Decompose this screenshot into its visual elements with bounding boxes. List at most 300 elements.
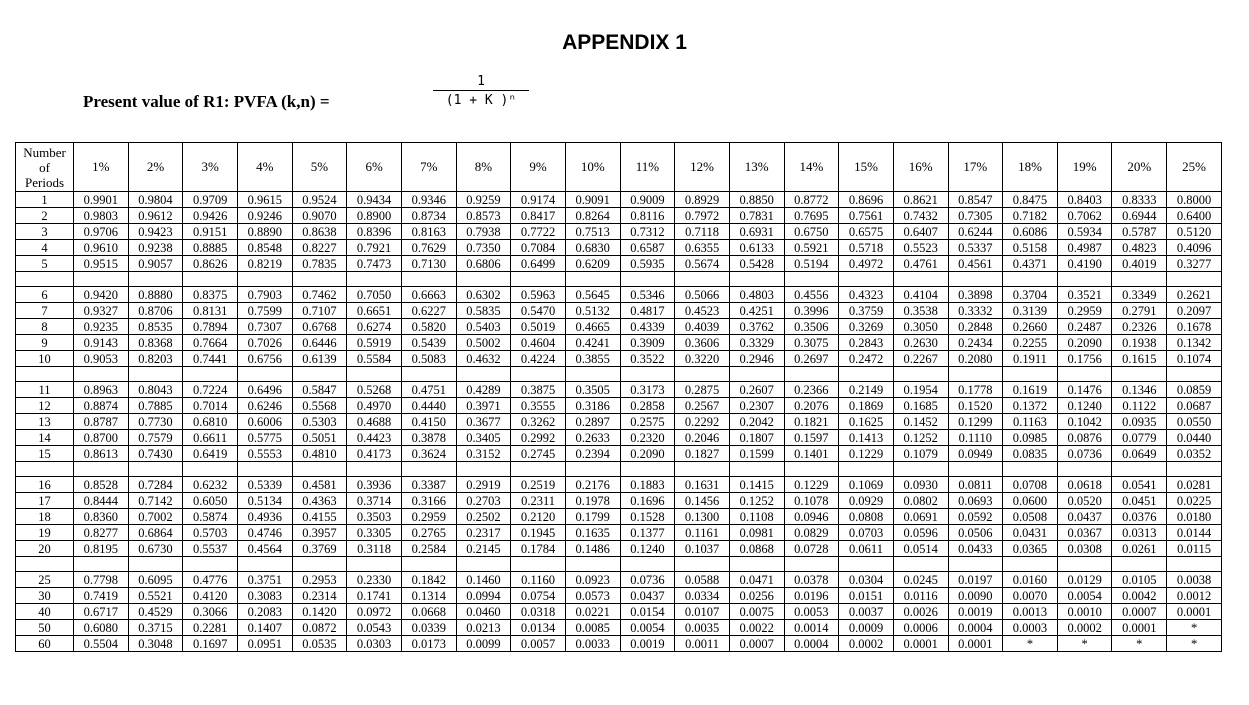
factor-cell: 0.0508 — [1003, 509, 1058, 525]
factor-cell: 0.1252 — [729, 493, 784, 509]
factor-cell: 0.7419 — [74, 588, 129, 604]
factor-cell: 0.1741 — [347, 588, 402, 604]
factor-cell: 0.1037 — [675, 541, 730, 557]
period-cell: 10 — [16, 351, 74, 367]
factor-cell: 0.0197 — [948, 572, 1003, 588]
period-cell: 2 — [16, 208, 74, 224]
factor-cell: 0.7284 — [128, 477, 183, 493]
factor-cell: 0.1240 — [1057, 398, 1112, 414]
factor-cell: 0.0334 — [675, 588, 730, 604]
factor-cell: 0.3387 — [401, 477, 456, 493]
factor-cell: 0.4751 — [401, 382, 456, 398]
rate-header: 14% — [784, 143, 839, 192]
factor-cell: 0.8963 — [74, 382, 129, 398]
factor-cell: 0.2858 — [620, 398, 675, 414]
factor-cell: 0.8880 — [128, 287, 183, 303]
factor-cell: 0.4155 — [292, 509, 347, 525]
factor-cell: 0.1401 — [784, 446, 839, 462]
factor-cell: 0.2959 — [1057, 303, 1112, 319]
factor-cell: 0.3715 — [128, 620, 183, 636]
factor-cell: 0.3083 — [237, 588, 292, 604]
factor-cell: 0.0057 — [511, 636, 566, 652]
factor-cell: 0.3606 — [675, 335, 730, 351]
factor-cell: 0.0313 — [1112, 525, 1167, 541]
factor-cell: 0.4363 — [292, 493, 347, 509]
factor-cell: 0.0868 — [729, 541, 784, 557]
factor-cell: 0.3506 — [784, 319, 839, 335]
factor-cell: 0.0596 — [893, 525, 948, 541]
factor-cell: 0.0001 — [948, 636, 1003, 652]
factor-cell: 0.6806 — [456, 256, 511, 272]
factor-cell: 0.0033 — [565, 636, 620, 652]
factor-cell: 0.8700 — [74, 430, 129, 446]
factor-cell: 0.0035 — [675, 620, 730, 636]
factor-cell: 0.5470 — [511, 303, 566, 319]
factor-cell: 0.5934 — [1057, 224, 1112, 240]
factor-cell: 0.6407 — [893, 224, 948, 240]
rate-header: 8% — [456, 143, 511, 192]
factor-cell: 0.3855 — [565, 351, 620, 367]
factor-cell: 0.2314 — [292, 588, 347, 604]
factor-cell: 0.4936 — [237, 509, 292, 525]
rate-header: 25% — [1167, 143, 1222, 192]
factor-cell: 0.0451 — [1112, 493, 1167, 509]
factor-cell: 0.5194 — [784, 256, 839, 272]
factor-cell: 0.0160 — [1003, 572, 1058, 588]
factor-cell: 0.0014 — [784, 620, 839, 636]
factor-cell: 0.1342 — [1167, 335, 1222, 351]
rate-header: 16% — [893, 143, 948, 192]
factor-cell: * — [1112, 636, 1167, 652]
factor-cell: 0.3186 — [565, 398, 620, 414]
factor-cell: 0.0134 — [511, 620, 566, 636]
factor-cell: 0.0019 — [620, 636, 675, 652]
factor-cell: 0.1756 — [1057, 351, 1112, 367]
factor-cell: 0.5120 — [1167, 224, 1222, 240]
factor-cell: 0.3503 — [347, 509, 402, 525]
factor-cell: 0.7599 — [237, 303, 292, 319]
factor-cell: 0.5268 — [347, 382, 402, 398]
factor-cell: 0.0949 — [948, 446, 1003, 462]
factor-cell: 0.0520 — [1057, 493, 1112, 509]
factor-cell: 0.0304 — [839, 572, 894, 588]
factor-cell: 0.7182 — [1003, 208, 1058, 224]
factor-cell: 0.8706 — [128, 303, 183, 319]
factor-cell: 0.0013 — [1003, 604, 1058, 620]
factor-cell: 0.3971 — [456, 398, 511, 414]
factor-cell: 0.1807 — [729, 430, 784, 446]
factor-cell: 0.8573 — [456, 208, 511, 224]
factor-cell: 0.6139 — [292, 351, 347, 367]
factor-cell: 0.4173 — [347, 446, 402, 462]
factor-cell: 0.3538 — [893, 303, 948, 319]
factor-cell: 0.3050 — [893, 319, 948, 335]
period-cell: 19 — [16, 525, 74, 541]
period-cell: 20 — [16, 541, 74, 557]
factor-cell: 0.3329 — [729, 335, 784, 351]
factor-cell: 0.0981 — [729, 525, 784, 541]
factor-cell: 0.7894 — [183, 319, 238, 335]
factor-cell: 0.2149 — [839, 382, 894, 398]
factor-cell: 0.8885 — [183, 240, 238, 256]
factor-cell: 0.6080 — [74, 620, 129, 636]
factor-cell: 0.6244 — [948, 224, 1003, 240]
factor-cell: 0.2120 — [511, 509, 566, 525]
factor-cell: 0.7224 — [183, 382, 238, 398]
factor-cell: 0.2875 — [675, 382, 730, 398]
factor-cell: 0.6400 — [1167, 208, 1222, 224]
factor-cell: 0.0006 — [893, 620, 948, 636]
factor-cell: 0.8000 — [1167, 192, 1222, 208]
factor-cell: 0.9524 — [292, 192, 347, 208]
factor-cell: 0.4817 — [620, 303, 675, 319]
factor-cell: 0.0115 — [1167, 541, 1222, 557]
factor-cell: 0.1631 — [675, 477, 730, 493]
factor-cell: 0.0588 — [675, 572, 730, 588]
rate-header: 7% — [401, 143, 456, 192]
factor-cell: 0.8900 — [347, 208, 402, 224]
factor-cell: 0.7513 — [565, 224, 620, 240]
factor-cell: 0.0180 — [1167, 509, 1222, 525]
factor-cell: 0.8219 — [237, 256, 292, 272]
factor-cell: 0.6663 — [401, 287, 456, 303]
factor-cell: 0.6274 — [347, 319, 402, 335]
factor-cell: * — [1167, 620, 1222, 636]
factor-cell: 0.2607 — [729, 382, 784, 398]
factor-cell: 0.3714 — [347, 493, 402, 509]
factor-cell: 0.6006 — [237, 414, 292, 430]
factor-cell: 0.0007 — [1112, 604, 1167, 620]
rate-header: 15% — [839, 143, 894, 192]
header-periods-line: of — [39, 159, 50, 175]
factor-cell: 0.2843 — [839, 335, 894, 351]
factor-cell: 0.0431 — [1003, 525, 1058, 541]
factor-cell: 0.5002 — [456, 335, 511, 351]
period-cell: 11 — [16, 382, 74, 398]
factor-cell: 0.7462 — [292, 287, 347, 303]
period-cell: 5 — [16, 256, 74, 272]
table-row — [16, 287, 1222, 303]
factor-cell: 0.0876 — [1057, 430, 1112, 446]
factor-cell: 0.9346 — [401, 192, 456, 208]
factor-cell: 0.0352 — [1167, 446, 1222, 462]
factor-cell: 0.0022 — [729, 620, 784, 636]
rate-header: 4% — [237, 143, 292, 192]
factor-cell: 0.8638 — [292, 224, 347, 240]
factor-cell: 0.5645 — [565, 287, 620, 303]
factor-cell: 0.5439 — [401, 335, 456, 351]
factor-cell: 0.5523 — [893, 240, 948, 256]
factor-cell: 0.2848 — [948, 319, 1003, 335]
factor-cell: 0.2953 — [292, 572, 347, 588]
factor-cell: 0.8613 — [74, 446, 129, 462]
period-cell: 12 — [16, 398, 74, 414]
factor-cell: 0.4440 — [401, 398, 456, 414]
factor-cell: 0.1799 — [565, 509, 620, 525]
factor-cell: 0.1377 — [620, 525, 675, 541]
factor-cell: 0.8772 — [784, 192, 839, 208]
factor-cell: 0.2946 — [729, 351, 784, 367]
formula-numerator: 1 — [477, 74, 485, 89]
factor-cell: 0.0872 — [292, 620, 347, 636]
factor-cell: 0.9070 — [292, 208, 347, 224]
factor-cell: 0.2487 — [1057, 319, 1112, 335]
factor-cell: 0.2042 — [729, 414, 784, 430]
factor-cell: 0.9009 — [620, 192, 675, 208]
period-cell: 14 — [16, 430, 74, 446]
factor-cell: 0.3277 — [1167, 256, 1222, 272]
factor-cell: 0.4120 — [183, 588, 238, 604]
factor-cell: 0.2791 — [1112, 303, 1167, 319]
factor-cell: 0.0691 — [893, 509, 948, 525]
rate-header: 19% — [1057, 143, 1112, 192]
factor-cell: 0.7835 — [292, 256, 347, 272]
factor-cell: 0.0002 — [1057, 620, 1112, 636]
factor-cell: 0.1229 — [784, 477, 839, 493]
factor-cell: 0.8621 — [893, 192, 948, 208]
factor-cell: 0.8696 — [839, 192, 894, 208]
factor-cell: 0.3166 — [401, 493, 456, 509]
factor-cell: 0.6810 — [183, 414, 238, 430]
header-periods — [16, 143, 74, 192]
factor-cell: 0.4987 — [1057, 240, 1112, 256]
factor-cell: 0.3220 — [675, 351, 730, 367]
factor-cell: 0.2311 — [511, 493, 566, 509]
factor-cell: 0.0535 — [292, 636, 347, 652]
factor-cell: 0.0001 — [1167, 604, 1222, 620]
factor-cell: 0.0038 — [1167, 572, 1222, 588]
factor-cell: 0.6496 — [237, 382, 292, 398]
factor-cell: 0.1599 — [729, 446, 784, 462]
factor-cell: 0.1678 — [1167, 319, 1222, 335]
period-cell: 6 — [16, 287, 74, 303]
header-periods-line: Number — [23, 144, 66, 160]
period-cell: 50 — [16, 620, 74, 636]
factor-cell: 0.1486 — [565, 541, 620, 557]
table-header-row — [16, 143, 1222, 192]
rate-header: 3% — [183, 143, 238, 192]
factor-cell: 0.0075 — [729, 604, 784, 620]
factor-cell: 0.5963 — [511, 287, 566, 303]
factor-cell: 0.0004 — [784, 636, 839, 652]
factor-cell: 0.6446 — [292, 335, 347, 351]
factor-cell: 0.8535 — [128, 319, 183, 335]
factor-cell: 0.8264 — [565, 208, 620, 224]
factor-cell: 0.2267 — [893, 351, 948, 367]
factor-cell: 0.2366 — [784, 382, 839, 398]
factor-cell: 0.8626 — [183, 256, 238, 272]
factor-cell: 0.8360 — [74, 509, 129, 525]
factor-cell: 0.6756 — [237, 351, 292, 367]
factor-cell: 0.8929 — [675, 192, 730, 208]
factor-cell: 0.4972 — [839, 256, 894, 272]
factor-cell: 0.0151 — [839, 588, 894, 604]
factor-cell: 0.9057 — [128, 256, 183, 272]
factor-cell: 0.3751 — [237, 572, 292, 588]
factor-cell: 0.4523 — [675, 303, 730, 319]
factor-cell: 0.0012 — [1167, 588, 1222, 604]
factor-cell: 0.7730 — [128, 414, 183, 430]
factor-cell: 0.5703 — [183, 525, 238, 541]
factor-cell: 0.0835 — [1003, 446, 1058, 462]
factor-cell: 0.5428 — [729, 256, 784, 272]
factor-cell: 0.0573 — [565, 588, 620, 604]
factor-cell: 0.4761 — [893, 256, 948, 272]
factor-cell: 0.4632 — [456, 351, 511, 367]
factor-cell: 0.8277 — [74, 525, 129, 541]
factor-cell: 0.0808 — [839, 509, 894, 525]
table-row — [16, 430, 1222, 446]
factor-cell: 0.0221 — [565, 604, 620, 620]
table-row — [16, 398, 1222, 414]
factor-cell: 0.0592 — [948, 509, 1003, 525]
factor-cell: 0.1110 — [948, 430, 1003, 446]
factor-cell: 0.0972 — [347, 604, 402, 620]
table-row — [16, 509, 1222, 525]
factor-cell: 0.6050 — [183, 493, 238, 509]
factor-cell: 0.0829 — [784, 525, 839, 541]
factor-cell: 0.3759 — [839, 303, 894, 319]
factor-cell: 0.3173 — [620, 382, 675, 398]
factor-cell: 0.6232 — [183, 477, 238, 493]
factor-cell: 0.1314 — [401, 588, 456, 604]
factor-cell: 0.8403 — [1057, 192, 1112, 208]
factor-cell: 0.1372 — [1003, 398, 1058, 414]
group-spacer — [16, 367, 1222, 382]
table-row — [16, 620, 1222, 636]
factor-cell: 0.7938 — [456, 224, 511, 240]
factor-cell: 0.1696 — [620, 493, 675, 509]
factor-cell: 0.4289 — [456, 382, 511, 398]
factor-cell: 0.9151 — [183, 224, 238, 240]
factor-cell: 0.0618 — [1057, 477, 1112, 493]
header-periods-line: Periods — [25, 174, 64, 190]
factor-cell: 0.8163 — [401, 224, 456, 240]
factor-cell: 0.0037 — [839, 604, 894, 620]
rate-header: 12% — [675, 143, 730, 192]
factor-cell: 0.0611 — [839, 541, 894, 557]
factor-cell: 0.0929 — [839, 493, 894, 509]
factor-cell: 0.0054 — [1057, 588, 1112, 604]
factor-cell: 0.6086 — [1003, 224, 1058, 240]
factor-cell: 0.6611 — [183, 430, 238, 446]
factor-cell: 0.0256 — [729, 588, 784, 604]
factor-cell: 0.1252 — [893, 430, 948, 446]
factor-cell: 0.6133 — [729, 240, 784, 256]
period-cell: 40 — [16, 604, 74, 620]
formula-denominator: (1 + K )ⁿ — [433, 90, 529, 108]
factor-cell: 0.6355 — [675, 240, 730, 256]
factor-cell: 0.8787 — [74, 414, 129, 430]
table-row — [16, 319, 1222, 335]
factor-cell: 0.1042 — [1057, 414, 1112, 430]
factor-cell: 0.8890 — [237, 224, 292, 240]
rate-header: 2% — [128, 143, 183, 192]
factor-cell: 0.2575 — [620, 414, 675, 430]
period-cell: 13 — [16, 414, 74, 430]
rate-header: 13% — [729, 143, 784, 192]
table-caption: Present value of R1: PVFA (k,n) = — [83, 92, 330, 111]
factor-cell: 0.4371 — [1003, 256, 1058, 272]
factor-cell: 0.0002 — [839, 636, 894, 652]
factor-cell: 0.3996 — [784, 303, 839, 319]
factor-cell: 0.8195 — [74, 541, 129, 557]
table-row — [16, 192, 1222, 208]
factor-cell: 0.9515 — [74, 256, 129, 272]
factor-cell: 0.7014 — [183, 398, 238, 414]
table-row — [16, 351, 1222, 367]
factor-cell: 0.2090 — [620, 446, 675, 462]
factor-cell: 0.0261 — [1112, 541, 1167, 557]
factor-cell: 0.5874 — [183, 509, 238, 525]
factor-cell: 0.8734 — [401, 208, 456, 224]
factor-cell: 0.3704 — [1003, 287, 1058, 303]
factor-cell: 0.4776 — [183, 572, 238, 588]
factor-cell: 0.2307 — [729, 398, 784, 414]
table-row — [16, 414, 1222, 430]
factor-cell: 0.6587 — [620, 240, 675, 256]
factor-cell: 0.1619 — [1003, 382, 1058, 398]
factor-cell: 0.5134 — [237, 493, 292, 509]
factor-cell: 0.0437 — [1057, 509, 1112, 525]
factor-cell: 0.1108 — [729, 509, 784, 525]
factor-cell: 0.0802 — [893, 493, 948, 509]
factor-cell: 0.2472 — [839, 351, 894, 367]
factor-cell: 0.3677 — [456, 414, 511, 430]
factor-cell: 0.0173 — [401, 636, 456, 652]
factor-cell: 0.7722 — [511, 224, 566, 240]
factor-cell: 0.2519 — [511, 477, 566, 493]
factor-cell: 0.4224 — [511, 351, 566, 367]
factor-cell: 0.3349 — [1112, 287, 1167, 303]
factor-cell: 0.5775 — [237, 430, 292, 446]
factor-cell: 0.2145 — [456, 541, 511, 557]
factor-cell: 0.1163 — [1003, 414, 1058, 430]
factor-cell: 0.8874 — [74, 398, 129, 414]
table-row — [16, 224, 1222, 240]
factor-cell: 0.1160 — [511, 572, 566, 588]
factor-cell: 0.5553 — [237, 446, 292, 462]
rate-header: 18% — [1003, 143, 1058, 192]
factor-cell: 0.5674 — [675, 256, 730, 272]
factor-cell: 0.0994 — [456, 588, 511, 604]
factor-cell: 0.5051 — [292, 430, 347, 446]
factor-cell: 0.6750 — [784, 224, 839, 240]
factor-cell: 0.5718 — [839, 240, 894, 256]
factor-cell: 0.0471 — [729, 572, 784, 588]
factor-cell: 0.1229 — [839, 446, 894, 462]
factor-cell: 0.1420 — [292, 604, 347, 620]
factor-cell: 0.7629 — [401, 240, 456, 256]
factor-cell: 0.0600 — [1003, 493, 1058, 509]
factor-cell: 0.0339 — [401, 620, 456, 636]
factor-cell: 0.1615 — [1112, 351, 1167, 367]
factor-cell: 0.5066 — [675, 287, 730, 303]
group-spacer — [16, 557, 1222, 572]
factor-cell: 0.0951 — [237, 636, 292, 652]
factor-cell: 0.9053 — [74, 351, 129, 367]
factor-cell: 0.7130 — [401, 256, 456, 272]
factor-cell: 0.1069 — [839, 477, 894, 493]
table-row — [16, 240, 1222, 256]
factor-cell: 0.0728 — [784, 541, 839, 557]
factor-cell: 0.9246 — [237, 208, 292, 224]
factor-cell: 0.5337 — [948, 240, 1003, 256]
factor-cell: 0.5403 — [456, 319, 511, 335]
period-cell: 3 — [16, 224, 74, 240]
period-cell: 7 — [16, 303, 74, 319]
factor-cell: 0.8368 — [128, 335, 183, 351]
